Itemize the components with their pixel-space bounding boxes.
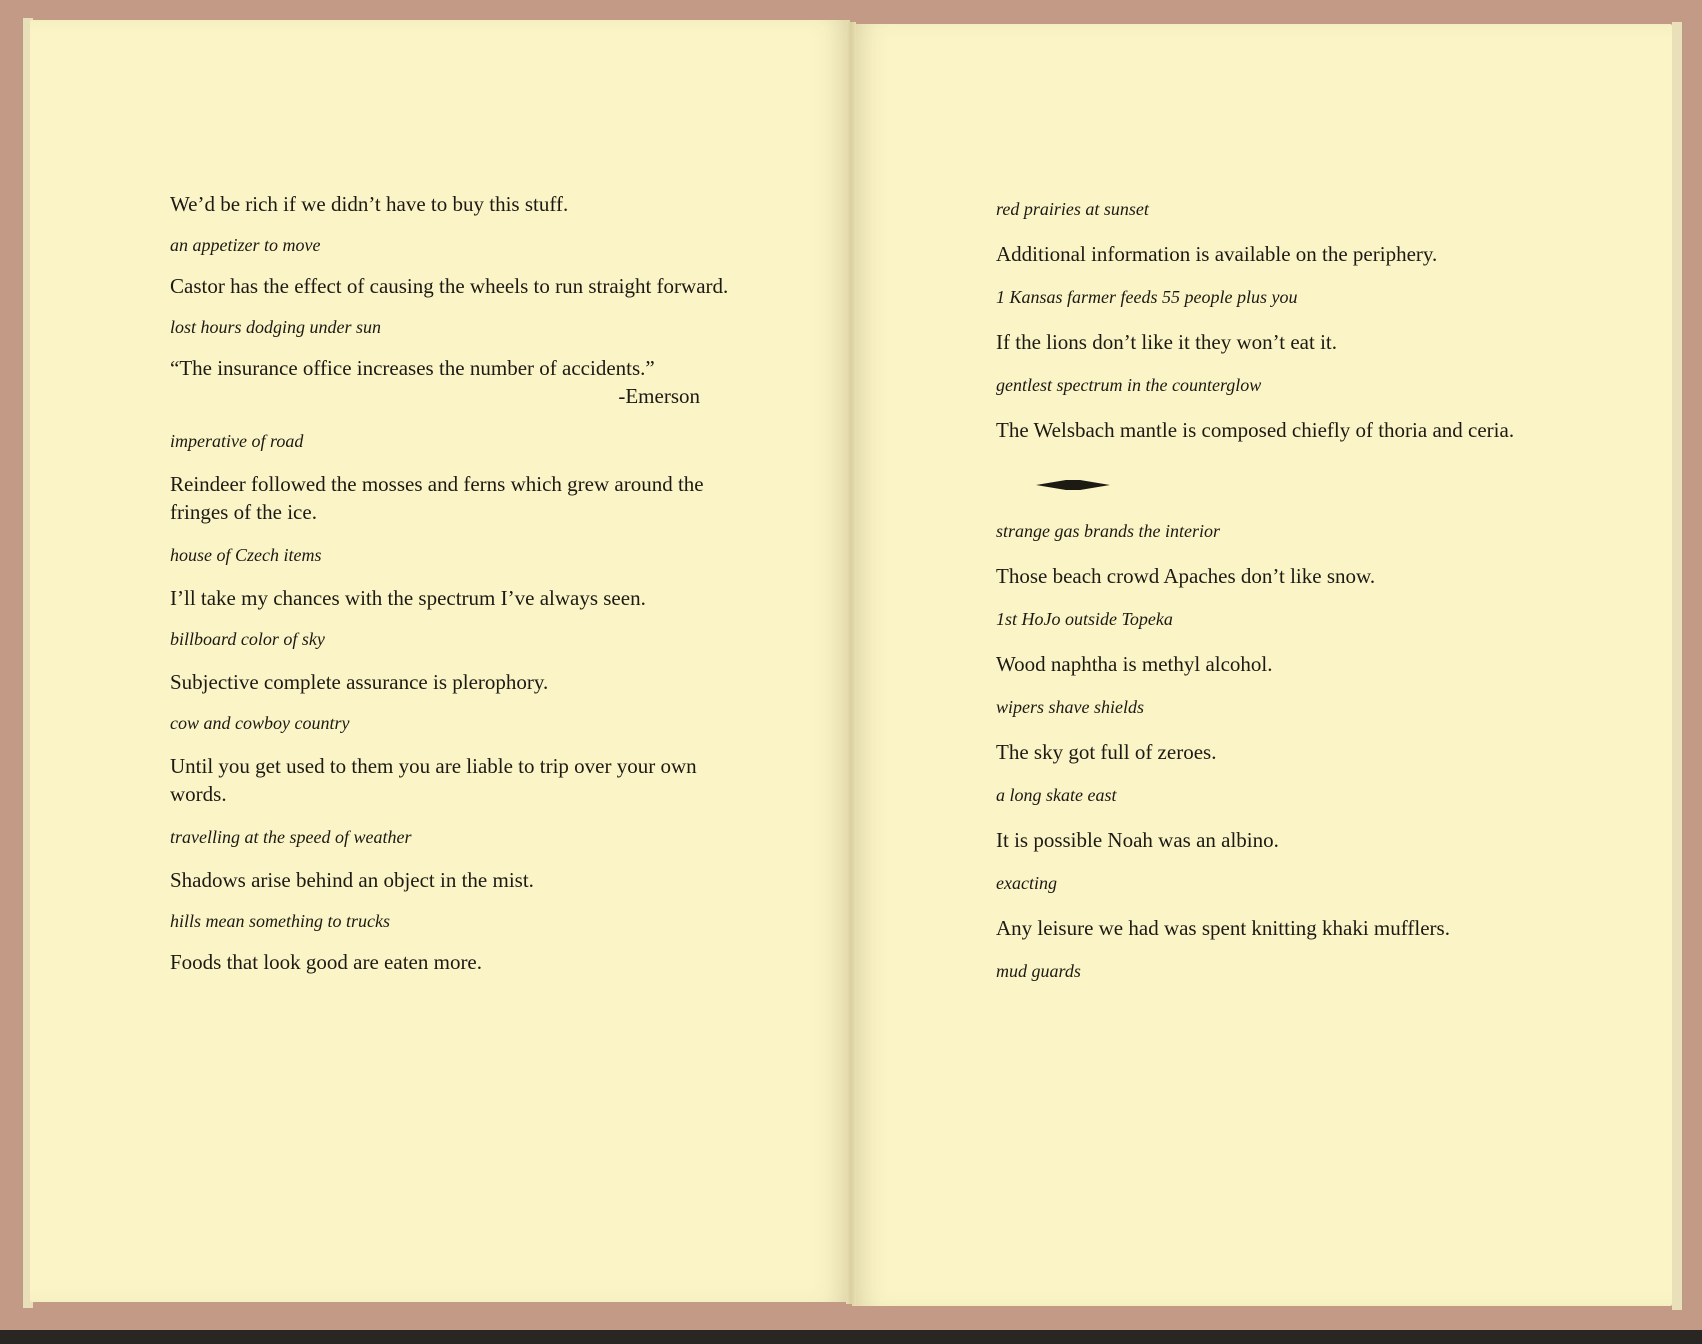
statement: “The insurance office increases the number of accidents.”	[170, 356, 655, 380]
phrase: a long skate east	[996, 785, 1117, 805]
phrase: 1 Kansas farmer feeds 55 people plus you	[996, 287, 1298, 307]
phrase: an appetizer to move	[170, 235, 321, 255]
phrase: billboard color of sky	[170, 629, 325, 649]
statement: Reindeer followed the mosses and ferns which grew around the fringes of the ice.	[170, 472, 704, 524]
phrase: wipers shave shields	[996, 697, 1144, 717]
statement: Subjective complete assurance is plerophory.	[170, 670, 549, 694]
phrase: imperative of road	[170, 431, 304, 451]
right-page-text	[996, 198, 1526, 982]
statement: Until you get used to them you are liable to trip over your own words.	[170, 754, 697, 806]
book-gutter	[846, 22, 856, 1304]
statement: The sky got full of zeroes.	[996, 740, 1217, 764]
diamond-rule-ornament-icon	[1036, 478, 1110, 490]
statement: Additional information is available on the periphery.	[996, 242, 1438, 266]
phrase: lost hours dodging under sun	[170, 317, 382, 337]
statement: I’ll take my chances with the spectrum I’ve always seen.	[170, 586, 646, 610]
phrase: cow and cowboy country	[170, 713, 350, 733]
statement: If the lions don’t like it they won’t eat it.	[996, 330, 1338, 354]
right-page-edge	[1672, 22, 1683, 1310]
statement: Foods that look good are eaten more.	[170, 950, 483, 974]
attribution: -Emerson	[618, 384, 700, 408]
statement: Shadows arise behind an object in the mist.	[170, 868, 534, 892]
phrase: mud guards	[996, 961, 1081, 981]
background-edge	[0, 1330, 1702, 1344]
statement: Castor has the effect of causing the wheels to run straight forward.	[170, 274, 729, 298]
phrase: house of Czech items	[170, 545, 322, 565]
statement: Wood naphtha is methyl alcohol.	[996, 652, 1273, 676]
statement: It is possible Noah was an albino.	[996, 828, 1279, 852]
phrase: strange gas brands the interior	[996, 521, 1221, 541]
statement: Those beach crowd Apaches don’t like snow.	[996, 564, 1376, 588]
phrase: 1st HoJo outside Topeka	[996, 609, 1173, 629]
left-page-text	[170, 190, 730, 976]
phrase: red prairies at sunset	[996, 199, 1149, 219]
phrase: hills mean something to trucks	[170, 911, 390, 931]
statement: Any leisure we had was spent knitting khaki mufflers.	[996, 916, 1450, 940]
phrase: travelling at the speed of weather	[170, 827, 412, 847]
statement: We’d be rich if we didn’t have to buy this stuff.	[170, 192, 569, 216]
statement: The Welsbach mantle is composed chiefly of thoria and ceria.	[996, 418, 1515, 442]
phrase: gentlest spectrum in the counterglow	[996, 375, 1262, 395]
phrase: exacting	[996, 873, 1057, 893]
